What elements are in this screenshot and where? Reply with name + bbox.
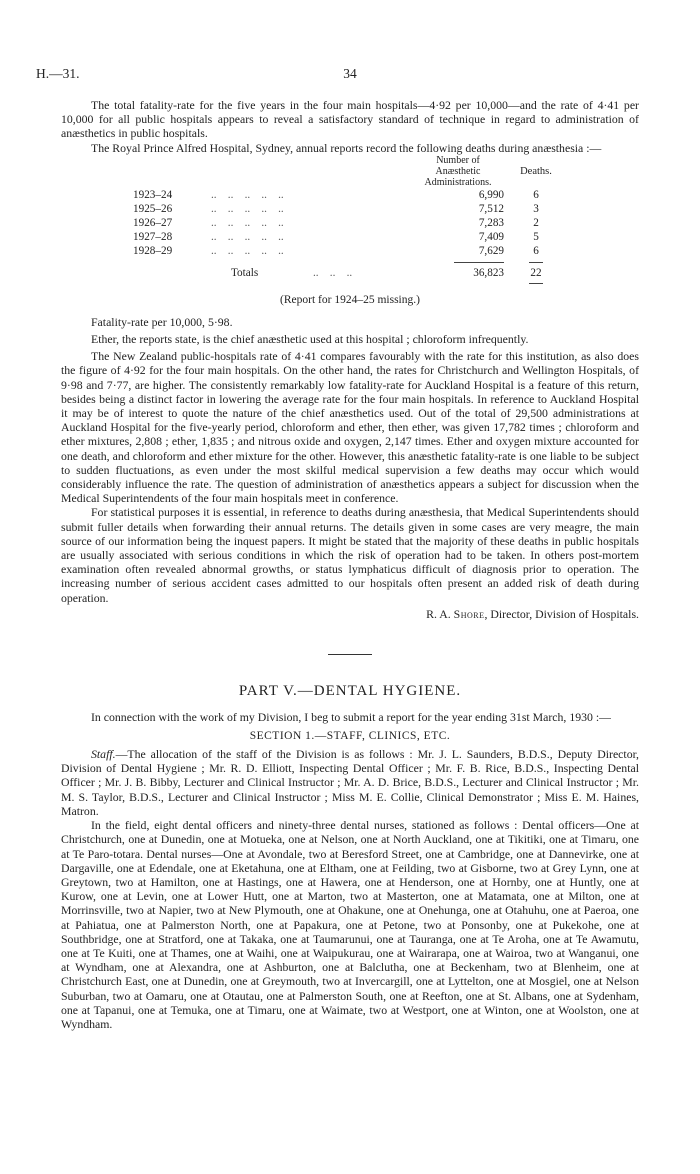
- administrations-cell: 7,283: [478, 216, 504, 229]
- signature: [61, 607, 639, 622]
- administrations-cell: 7,409: [478, 230, 504, 243]
- part-title: PART V.—DENTAL HYGIENE.: [238, 682, 462, 699]
- table-note: (Report for 1924–25 missing.): [280, 293, 420, 306]
- section-divider: [328, 654, 372, 655]
- dot-leader: .. .. .. .. ..: [211, 216, 284, 229]
- dot-leader: .. .. .. .. ..: [211, 188, 284, 201]
- dot-leader: .. .. .. .. ..: [211, 202, 284, 215]
- year-cell: 1925–26: [133, 202, 173, 215]
- deaths-cell: 6: [533, 244, 539, 257]
- column-header-deaths: Deaths.: [520, 165, 552, 177]
- administrations-cell: 7,512: [478, 202, 504, 215]
- anaesthesia-deaths-table: [61, 155, 639, 315]
- paragraph-field-staff: In the field, eight dental officers and ninety-three dental nurses, stationed as follows : Dental officers—One at Christchurch, one at Dunedin, one at Motueka, one at Nelson, one at North Auckland, one at Tikitiki, one at Timaru, one at Te Paro-totara. Dental nurses—One at Avondale, two at Beresford Street, one at Cambridge, one at Dannevirke, one at Dargaville, one at Edendale, one at Eketahuna, one at Eltham, one at Feilding, two at Gisborne, two at Grey Lynn, one at Greytown, two at Hamilton, one at Hastings, one at Hawera, one at Henderson, one at Hornby, one at Huntly, one at Kurow, one at Levin, one at Lower Hutt, one at Marton, two at Masterton, one at Matamata, one at Milton, one at Morrinsville, two at Napier, two at New Plymouth, one at Ohakune, one at Onehunga, one at Otahuhu, one at Paeroa, one at Pahiatua, one at Palmerston North, one at Papakura, one at Petone, two at Ponsonby, one at Pukekohe, one at Southbridge, one at Stratford, one at Takaka, one at Taumarunui, one at Tauranga, one at Te Aroha, one at Te Awamutu, one at Te Kuiti, one at Thames, one at Waihi, one at Waipukurau, one at Wairarapa, one at Wairoa, two at Wanganui, one at Wyndham, one at Alexandra, one at Ashburton, one at Balclutha, one at Beckenham, two at Blenheim, one at Christchurch East, one at Dunedin, one at Greymouth, two at Invercargill, one at Lyttelton, one at Mosgiel, one at Nelson Suburban, two at Oamaru, one at Otautau, one at Palmerston South, one at Reefton, one at St. Albans, one at Sydenham, one at Tapanui, one at Temuka, one at Timaru, one at Waimate, two at Westport, one at Winton, one at Woolston, one at Wyndham.: [61, 818, 639, 1031]
- paragraph-ether: Ether, the reports state, is the chief anæsthetic used at this hospital ; chloroform infrequently.: [91, 332, 529, 347]
- totals-label: Totals: [231, 266, 259, 279]
- paragraph-fatality-rate-sydney: Fatality-rate per 10,000, 5·98.: [91, 314, 233, 329]
- year-cell: 1923–24: [133, 188, 173, 201]
- year-cell: 1928–29: [133, 244, 173, 257]
- table-row: [61, 189, 639, 203]
- page-number: 34: [343, 66, 357, 81]
- deaths-cell: 6: [533, 188, 539, 201]
- signature-initials: R. A.: [426, 606, 451, 621]
- signature-title: , Director, Division of Hospitals.: [484, 606, 639, 621]
- signature-surname: Shore: [453, 606, 485, 621]
- deaths-cell: 2: [533, 216, 539, 229]
- totals-row: [61, 267, 639, 281]
- administrations-cell: 6,990: [478, 188, 504, 201]
- staff-lead: Staff.: [91, 747, 116, 762]
- table-row: [61, 245, 639, 259]
- page-body: [61, 98, 639, 1031]
- report-code: H.—31.: [36, 66, 80, 81]
- section-title: SECTION 1.—STAFF, CLINICS, ETC.: [249, 730, 451, 743]
- deaths-cell: 3: [533, 202, 539, 215]
- totals-administrations: 36,823: [473, 266, 504, 279]
- dot-leader: .. .. ..: [313, 266, 353, 279]
- year-cell: 1927–28: [133, 230, 173, 243]
- totals-deaths: 22: [530, 266, 542, 279]
- total-underline-deaths: [529, 283, 543, 284]
- sum-rule-administrations: [454, 262, 504, 263]
- column-header-administrations: Number of Anæsthetic Administrations.: [424, 154, 492, 188]
- year-cell: 1926–27: [133, 216, 173, 229]
- dot-leader: .. .. .. .. ..: [211, 244, 284, 257]
- paragraph-fatality-rate: The total fatality-rate for the five years in the four main hospitals—4·92 per 10,000—and the rate of 4·41 per 10,000 for all public hospitals appears to reveal a satisfactory standard of technique in regard to administration of anæsthetics in public hospitals.: [61, 98, 639, 141]
- staff-text: —The allocation of the staff of the Division is as follows : Mr. J. L. Saunders, B.D.S., Deputy Director, Division of Dental Hygiene ; Mr. R. D. Elliott, Inspecting Dental Officer ; Mr. F. B. Rice, B.D.S., Inspecting Dental Officer ; Mr. J. B. Bibby, Lecturer and Clinical Instructor ; Mr. A. D. Brice, B.D.S., Lecturer and Clinical Instructor ; Mr. M. S. Taylor, B.D.S., Lecturer and Clinical Instructor ; Miss M. E. Collie, Clinical Demonstrator ; Miss E. M. Haines, Matron.: [61, 747, 639, 818]
- paragraph-nz-comparison: The New Zealand public-hospitals rate of 4·41 compares favourably with the rate for this institution, as also does the figure of 4·92 for the four main hospitals. On the other hand, the rates for Christchurch and Wellington Hospitals, of 9·98 and 7·77, are higher. The consistently remarkably low fatality-rate for Auckland Hospital is a feature of this return, besides being a distinct factor in lowering the average rate for the four main hospitals. In reference to Auckland Hospital it may be of interest to quote the nature of the chief anæsthetics used. Out of the total of 29,500 administrations at Auckland Hospital for the five-yearly period, chloroform and ether, then ether, was given 17,782 times ; chloroform and ether mixtures, 2,808 ; ether, 1,835 ; and nitrous oxide and oxygen, 2,147 times. Ether and oxygen mixture accounted for one death, and chloroform and ether mixture for the other. However, this anæsthetic fatality-rate is one liable to be subject to sudden fluctuations, as even under the most skilful medical supervision a few deaths may occur which would considerably influence the rate. The question of administration of anæsthetics appears a subject for discussion when the Medical Superintendents of the four main hospitals meet in conference.: [61, 349, 639, 506]
- paragraph-statistical-purposes: For statistical purposes it is essential, in reference to deaths during anæsthesia, that Medical Superintendents should submit fuller details when forwarding their annual returns. The details given in some cases are very meagre, the main source of our information being the inquest papers. It might be stated that the majority of these deaths in public hospitals are usually associated with serious conditions in which the risk of operation had to be taken. In others post-mortem examination often revealed abnormal growths, or status lymphaticus difficult of diagnosis prior to operation. The increasing number of serious accident cases admitted to our hospitals often present an added risk of death during operation.: [61, 505, 639, 605]
- paragraph-sydney-intro: The Royal Prince Alfred Hospital, Sydney, annual reports record the following deaths during anæsthesia :—: [91, 140, 602, 155]
- paragraph-staff: [61, 747, 639, 818]
- paragraph-intro: In connection with the work of my Division, I beg to submit a report for the year ending 31st March, 1930 :—: [91, 709, 611, 724]
- sum-rule-deaths: [529, 262, 543, 263]
- table-row: [61, 217, 639, 231]
- table-row: [61, 203, 639, 217]
- deaths-cell: 5: [533, 230, 539, 243]
- page-header: [36, 66, 664, 86]
- table-row: [61, 231, 639, 245]
- dot-leader: .. .. .. .. ..: [211, 230, 284, 243]
- administrations-cell: 7,629: [478, 244, 504, 257]
